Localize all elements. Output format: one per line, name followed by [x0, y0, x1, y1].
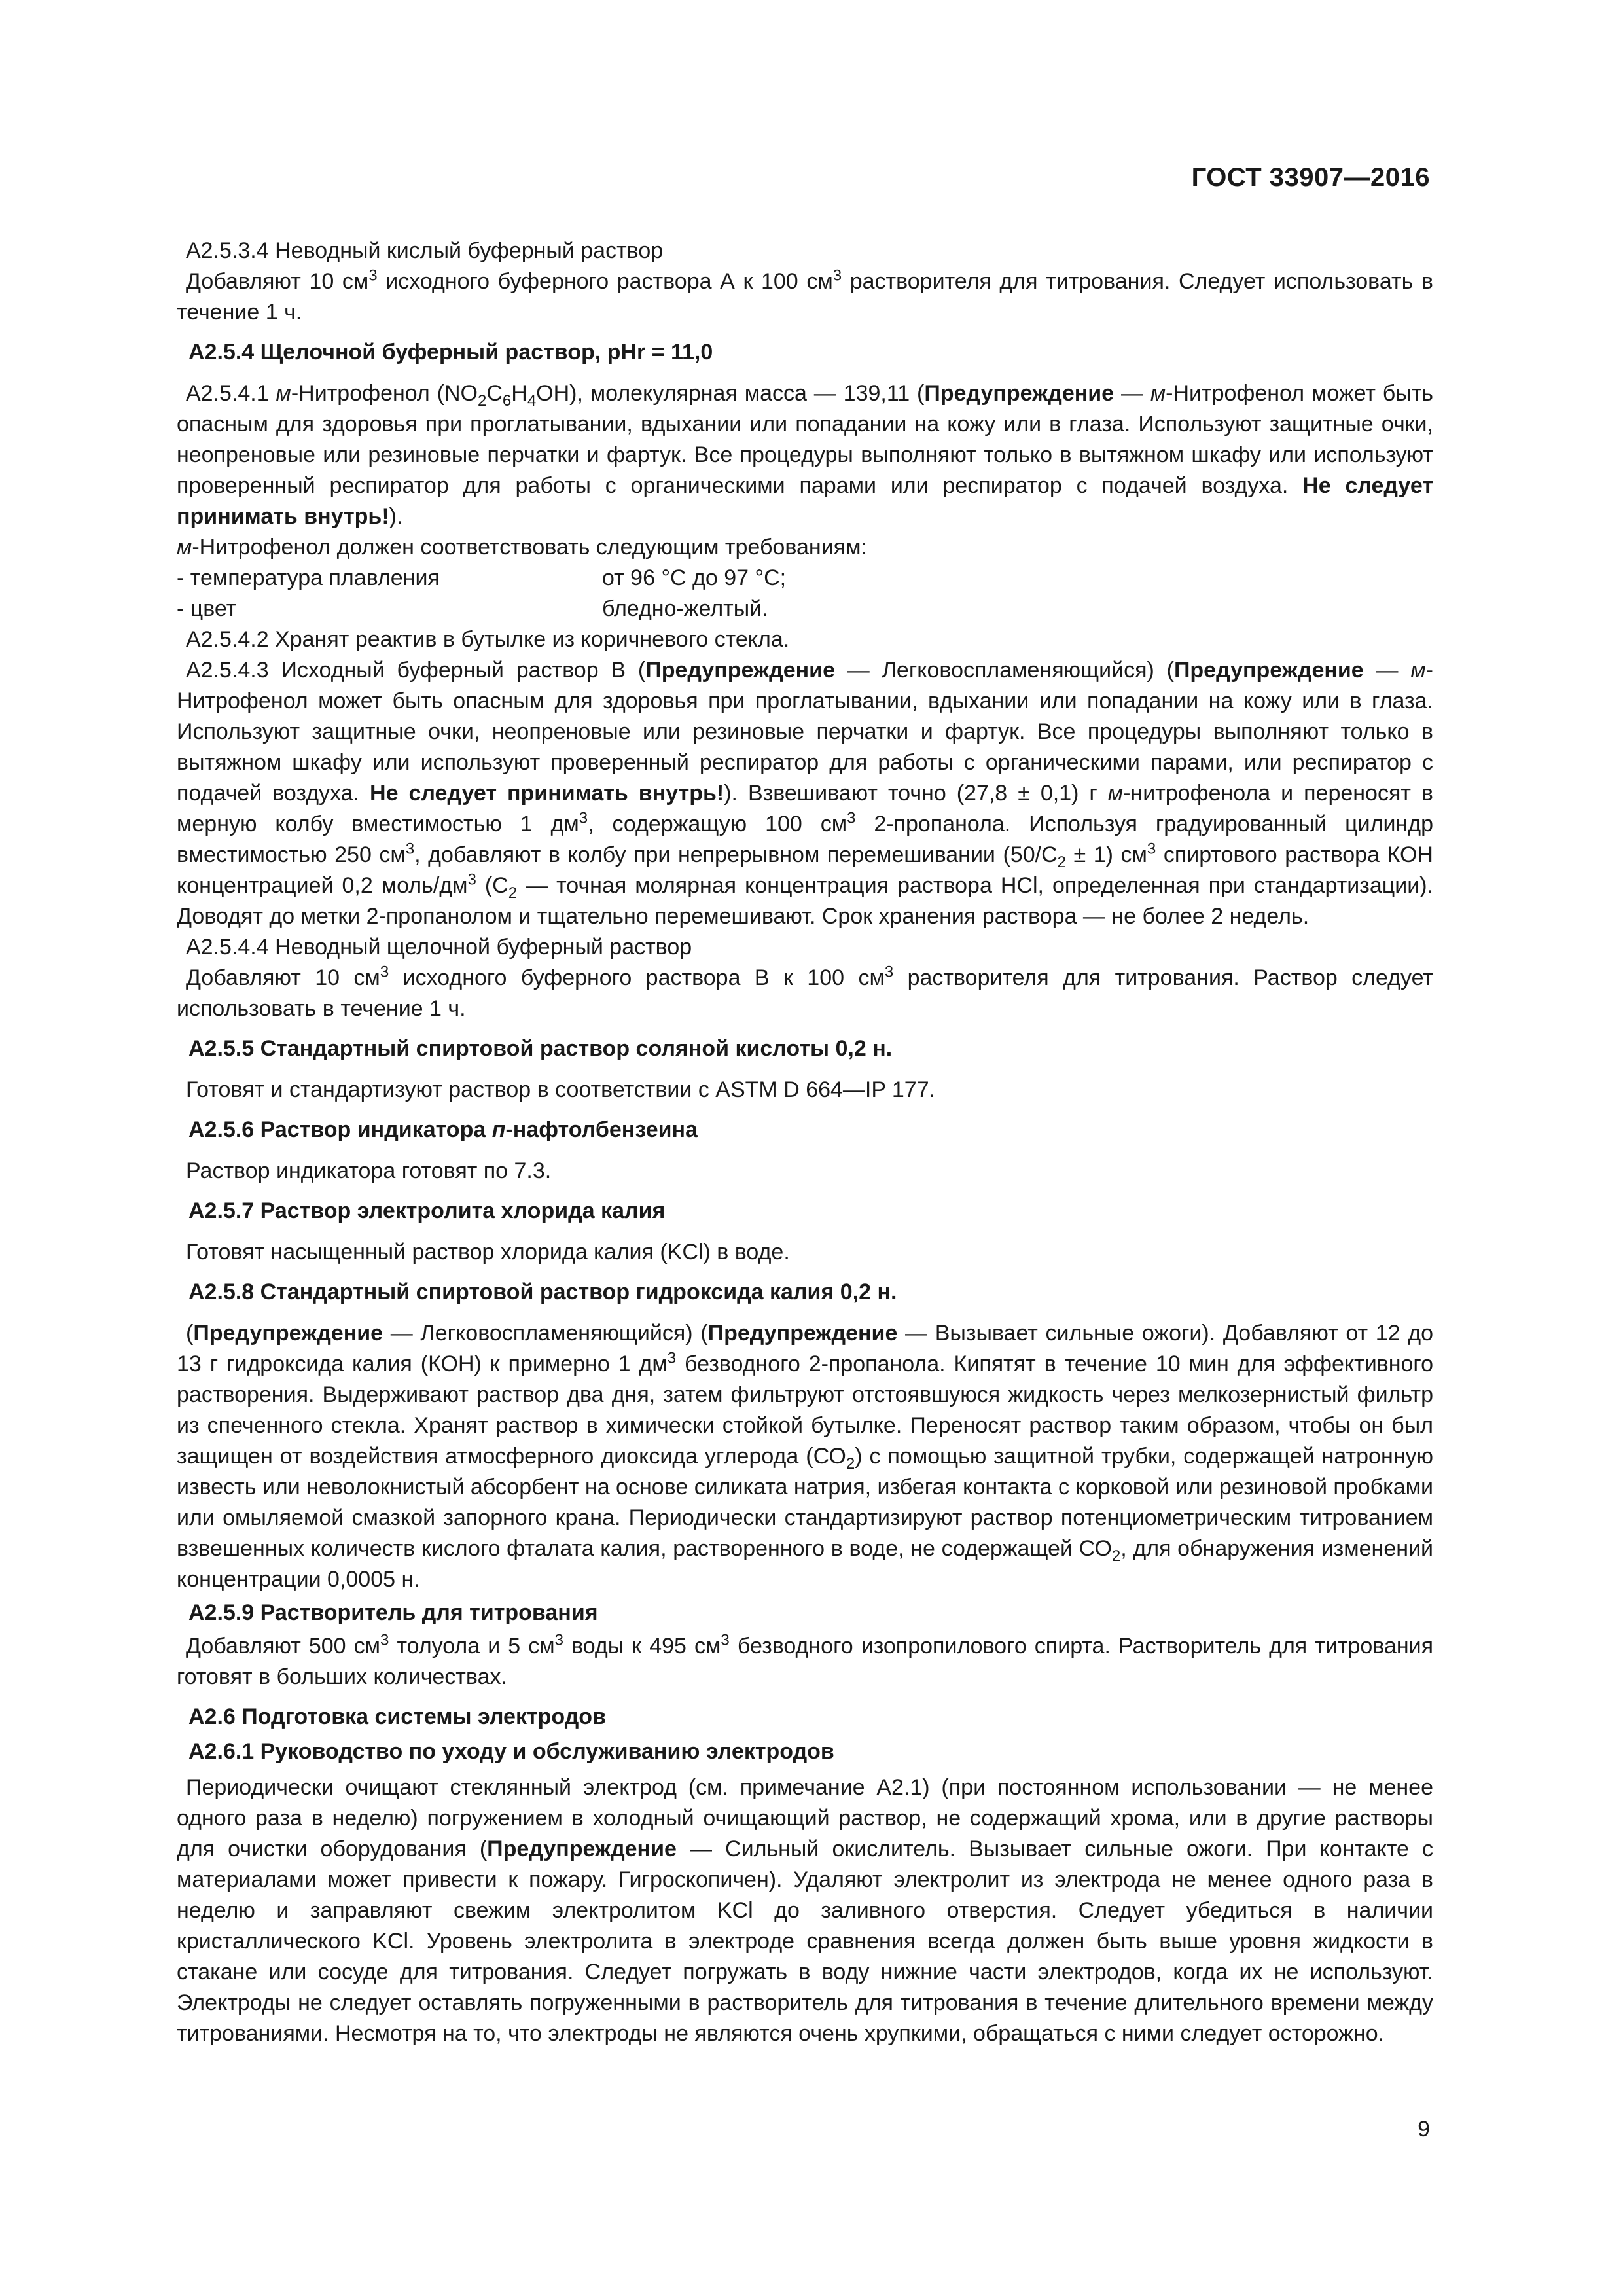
clause-a2544-text: Добавляют 10 $см^3$ исходного буферного раствора В к 100 $см^3$ растворителя для титрования. Раствор следует использовать в течение 1 ч.: [177, 963, 1433, 1021]
clause-a2543: А2.5.4.3 Исходный буферный раствор В (Предупреждение — Легковоспламеняющийся) (Предупреждение — м-Нитрофенол может быть опасным для здоровья при проглатывании, вдыхании или попадании на кожу или в глаза. Используют защитные очки, неопреновые или резиновые перчатки и фартук. Все процедуры выполняют только в вытяжном шкафу или используют проверенный респиратор для работы с органическими парами, или респиратор с подачей воздуха. Не следует принимать внутрь!). Взвешивают точно (27,8 ± 0,1) г м-нитрофенола и переносят в мерную колбу вместимостью 1 $дм^3$, содержащую 100 $см^3$ 2-пропанола. Используя градуированный цилиндр вместимостью 250 $см^3$, добавляют в колбу при непрерывном перемешивании $(50/С_2 \pm 1)$ $см^3$ спиртового раствора КОН концентрацией 0,2 моль/$дм^3$ ($С_2$ — точная молярная концентрация раствора HCl, определенная при стандартизации). Доводят до метки 2-пропанолом и тщательно перемешивают. Срок хранения раствора — не более 2 недель.: [177, 658, 1433, 929]
document-id: ГОСТ 33907—2016: [1191, 163, 1430, 192]
clause-a258-text: (Предупреждение — Легковоспламеняющийся) (Предупреждение — Вызывает сильные ожоги). Добавляют от 12 до 13 г гидроксида калия (КОН) к примерно 1 $дм^3$ безводного 2-пропанола. Кипятят в течение 10 мин для эффективного растворения. Выдерживают раствор два дня, затем фильтруют отстоявшуюся жидкость через мелкозернистый фильтр из спеченного стекла. Хранят раствор в химически стойкой бутылке. Переносят раствор таким образом, чтобы он был защищен от воздействия атмосферного диоксида углерода $(СО_2)$ с помощью защитной трубки, содержащей натронную известь или неволокнистый абсорбент на основе силиката натрия, избегая контакта с корковой или резиновой пробками или омыляемой смазкой запорного крана. Периодически стандартизируют раствор потенциометрическим титрованием взвешенных количеств кислого фталата калия, растворенного в воде, не содержащей $СО_2$, для обнаружения изменений концентрации 0,0005 н.: [177, 1321, 1433, 1592]
clause-a2534-text: Добавляют 10 $см^3$ исходного буферного раствора А к 100 $см^3$ растворителя для титрования. Следует использовать в течение 1 ч.: [177, 266, 1433, 325]
clause-a2534-title: А2.5.3.4 Неводный кислый буферный раствор: [186, 238, 664, 263]
section-heading-a255: А2.5.5 Стандартный спиртовой раствор соляной кислоты 0,2 н.: [188, 1036, 893, 1061]
clause-a2542: А2.5.4.2 Хранят реактив в бутылке из коричневого стекла.: [186, 627, 790, 652]
section-heading-a257: А2.5.7 Раствор электролита хлорида калия: [188, 1198, 666, 1223]
clause-a2541: А2.5.4.1 м-Нитрофенол $(NO_2C_6H_4OH)$, молекулярная масса — 139,11 (Предупреждение — м-Нитрофенол может быть опасным для здоровья при проглатывании, вдыхании или попадании на кожу или в глаза. Используют защитные очки, неопреновые или резиновые перчатки и фартук. Все процедуры выполняют только в вытяжном шкафу или используют проверенный респиратор для работы с органическими парами или респиратор с подачей воздуха. Не следует принимать внутрь!).: [177, 381, 1433, 529]
page-number: 9: [1418, 2117, 1430, 2142]
page-content: [177, 236, 1433, 2049]
clause-a259-text: Добавляют 500 $см^3$ толуола и 5 $см^3$ воды к 495 $см^3$ безводного изопропилового спирта. Растворитель для титрования готовят в больших количествах.: [177, 1631, 1433, 1689]
clause-a257-text: Готовят насыщенный раствор хлорида калия (KCl) в воде.: [186, 1240, 790, 1265]
clause-a256-text: Раствор индикатора готовят по 7.3.: [186, 1158, 552, 1183]
requirement-row: - цвет бледно-желтый.: [177, 596, 768, 621]
section-heading-a26: А2.6 Подготовка системы электродов: [188, 1704, 606, 1729]
section-heading-a258: А2.5.8 Стандартный спиртовой раствор гидроксида калия 0,2 н.: [188, 1280, 897, 1304]
section-heading-a259: А2.5.9 Растворитель для титрования: [188, 1600, 598, 1625]
clause-a255-text: Готовят и стандартизуют раствор в соответствии с ASTM D 664—IP 177.: [186, 1077, 936, 1102]
section-heading-a261: А2.6.1 Руководство по уходу и обслуживанию электродов: [188, 1739, 834, 1764]
clause-a2544-title: А2.5.4.4 Неводный щелочной буферный раствор: [186, 935, 692, 960]
clause-a261-text: Периодически очищают стеклянный электрод (см. примечание А2.1) (при постоянном использовании — не менее одного раза в неделю) погружением в холодный очищающий раствор, не содержащий хрома, или в другие растворы для очистки оборудования (Предупреждение — Сильный окислитель. Вызывает сильные ожоги. При контакте с материалами может привести к пожару. Гигроскопичен). Удаляют электролит из электрода не менее одного раза в неделю и заправляют свежим электролитом KCl до заливного отверстия. Следует убедиться в наличии кристаллического KCl. Уровень электролита в электроде сравнения всегда должен быть выше уровня жидкости в стакане или сосуде для титрования. Следует погружать в воду нижние части электродов, когда их не используют. Электроды не следует оставлять погруженными в растворитель для титрования в течение длительного времени между титрованиями. Несмотря на то, что электроды не являются очень хрупкими, обращаться с ними следует осторожно.: [177, 1775, 1433, 2046]
requirements-intro: м-Нитрофенол должен соответствовать следующим требованиям:: [177, 535, 867, 560]
section-heading-a256: А2.5.6 Раствор индикатора п-нафтолбензеина: [188, 1117, 698, 1142]
requirement-row: - температура плавления от 96 °С до 97 °С;: [177, 565, 787, 590]
section-heading-a254: А2.5.4 Щелочной буферный раствор, pHr = 11,0: [188, 340, 713, 365]
